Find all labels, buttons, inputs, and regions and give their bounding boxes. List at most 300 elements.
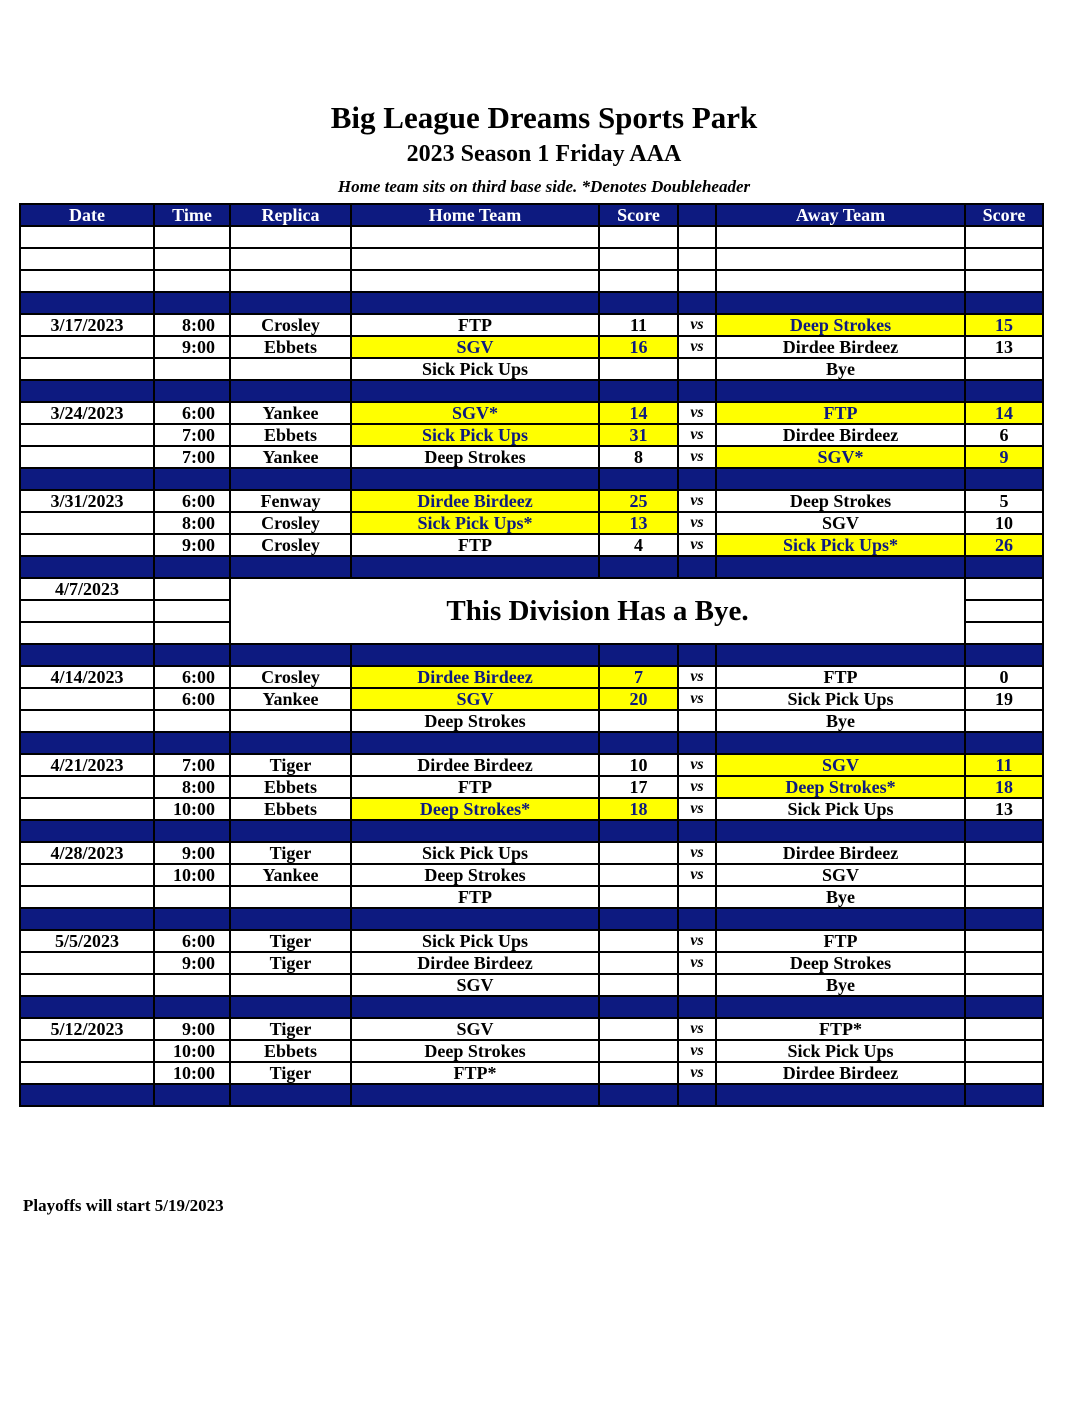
away-score [965, 974, 1043, 996]
empty-cell [351, 248, 599, 270]
vs-label: vs [678, 1062, 716, 1084]
game-time [154, 974, 230, 996]
game-date [20, 1040, 154, 1062]
game-field: Ebbets [230, 1040, 351, 1062]
game-date [20, 776, 154, 798]
game-row [20, 314, 1043, 336]
away-team: Bye [716, 710, 965, 732]
away-team: SGV [716, 754, 965, 776]
empty-cell [154, 248, 230, 270]
away-team: Sick Pick Ups* [716, 534, 965, 556]
home-team: Dirdee Birdeez [351, 952, 599, 974]
game-time: 8:00 [154, 314, 230, 336]
away-team: FTP [716, 402, 965, 424]
home-score [599, 842, 678, 864]
home-team: SGV [351, 336, 599, 358]
separator-cell [599, 556, 678, 578]
empty-row [20, 226, 1043, 248]
col-away-score: Score [965, 204, 1043, 226]
game-field: Tiger [230, 1018, 351, 1040]
away-score [965, 710, 1043, 732]
game-date [20, 710, 154, 732]
separator-row [20, 292, 1043, 314]
home-score: 20 [599, 688, 678, 710]
away-score [965, 886, 1043, 908]
home-team: Dirdee Birdeez [351, 490, 599, 512]
separator-row [20, 380, 1043, 402]
game-field: Ebbets [230, 776, 351, 798]
empty-cell [965, 578, 1043, 600]
game-row [20, 1018, 1043, 1040]
away-team: Bye [716, 974, 965, 996]
away-score: 6 [965, 424, 1043, 446]
separator-row [20, 1084, 1043, 1106]
home-team: FTP [351, 776, 599, 798]
header-row [20, 204, 1043, 226]
home-team: Sick Pick Ups [351, 930, 599, 952]
game-time: 6:00 [154, 490, 230, 512]
game-row [20, 776, 1043, 798]
game-field: Ebbets [230, 798, 351, 820]
game-time [154, 886, 230, 908]
home-team: Sick Pick Ups* [351, 512, 599, 534]
game-time: 6:00 [154, 666, 230, 688]
home-score [599, 886, 678, 908]
empty-cell [965, 600, 1043, 622]
separator-cell [230, 380, 351, 402]
separator-cell [965, 556, 1043, 578]
game-field: Crosley [230, 314, 351, 336]
home-score [599, 710, 678, 732]
empty-cell [678, 270, 716, 292]
separator-cell [351, 820, 599, 842]
game-row [20, 952, 1043, 974]
vs-label: vs [678, 336, 716, 358]
game-time: 10:00 [154, 1040, 230, 1062]
game-field: Crosley [230, 512, 351, 534]
away-team: Dirdee Birdeez [716, 1062, 965, 1084]
separator-cell [678, 468, 716, 490]
home-team: Sick Pick Ups [351, 358, 599, 380]
separator-cell [716, 996, 965, 1018]
empty-cell [965, 270, 1043, 292]
bye-date: 4/7/2023 [20, 578, 154, 600]
separator-row [20, 468, 1043, 490]
away-score: 10 [965, 512, 1043, 534]
game-row [20, 336, 1043, 358]
separator-cell [965, 908, 1043, 930]
vs-label: vs [678, 864, 716, 886]
empty-cell [678, 248, 716, 270]
vs-label [678, 710, 716, 732]
game-time: 8:00 [154, 512, 230, 534]
home-team: FTP [351, 314, 599, 336]
separator-cell [230, 468, 351, 490]
home-score [599, 930, 678, 952]
vs-label: vs [678, 666, 716, 688]
separator-cell [20, 556, 154, 578]
game-date: 5/5/2023 [20, 930, 154, 952]
separator-cell [678, 1084, 716, 1106]
empty-cell [351, 226, 599, 248]
game-row [20, 402, 1043, 424]
game-row [20, 886, 1043, 908]
away-team: Bye [716, 358, 965, 380]
home-score [599, 864, 678, 886]
away-team: FTP [716, 930, 965, 952]
game-row [20, 446, 1043, 468]
home-team: SGV* [351, 402, 599, 424]
game-date [20, 974, 154, 996]
separator-cell [599, 380, 678, 402]
game-time: 8:00 [154, 776, 230, 798]
separator-cell [20, 732, 154, 754]
col-home-score: Score [599, 204, 678, 226]
separator-cell [599, 468, 678, 490]
game-date [20, 1062, 154, 1084]
away-score [965, 952, 1043, 974]
empty-cell [599, 226, 678, 248]
game-date [20, 358, 154, 380]
game-field: Yankee [230, 402, 351, 424]
separator-cell [965, 292, 1043, 314]
vs-label: vs [678, 512, 716, 534]
separator-cell [230, 644, 351, 666]
game-date [20, 424, 154, 446]
home-team: FTP [351, 886, 599, 908]
separator-cell [154, 380, 230, 402]
separator-cell [599, 908, 678, 930]
separator-cell [154, 1084, 230, 1106]
game-date [20, 512, 154, 534]
away-team: Sick Pick Ups [716, 1040, 965, 1062]
separator-cell [965, 732, 1043, 754]
game-row [20, 1040, 1043, 1062]
empty-cell [154, 578, 230, 600]
page-title: Big League Dreams Sports Park [330, 100, 758, 135]
game-row [20, 930, 1043, 952]
empty-cell [20, 270, 154, 292]
game-row [20, 424, 1043, 446]
separator-cell [716, 380, 965, 402]
empty-cell [20, 600, 154, 622]
bye-message: This Division Has a Bye. [230, 578, 965, 644]
separator-cell [678, 732, 716, 754]
game-date: 3/17/2023 [20, 314, 154, 336]
home-score: 25 [599, 490, 678, 512]
game-field [230, 710, 351, 732]
game-row [20, 534, 1043, 556]
separator-cell [230, 556, 351, 578]
game-field: Yankee [230, 864, 351, 886]
away-score [965, 842, 1043, 864]
separator-cell [351, 1084, 599, 1106]
separator-cell [678, 380, 716, 402]
game-row [20, 688, 1043, 710]
game-date [20, 864, 154, 886]
empty-cell [230, 248, 351, 270]
away-team: Dirdee Birdeez [716, 336, 965, 358]
separator-cell [965, 820, 1043, 842]
game-time: 9:00 [154, 336, 230, 358]
away-score: 11 [965, 754, 1043, 776]
vs-label [678, 974, 716, 996]
empty-cell [716, 226, 965, 248]
away-score [965, 864, 1043, 886]
separator-cell [351, 644, 599, 666]
separator-row [20, 996, 1043, 1018]
away-team: Deep Strokes [716, 314, 965, 336]
empty-cell [20, 622, 154, 644]
empty-cell [678, 226, 716, 248]
vs-label: vs [678, 1040, 716, 1062]
home-team: Deep Strokes [351, 710, 599, 732]
away-score [965, 1062, 1043, 1084]
game-row [20, 798, 1043, 820]
game-date [20, 688, 154, 710]
separator-row [20, 556, 1043, 578]
empty-cell [230, 226, 351, 248]
home-score [599, 1040, 678, 1062]
game-date [20, 446, 154, 468]
empty-cell [20, 248, 154, 270]
game-field: Yankee [230, 688, 351, 710]
away-score: 5 [965, 490, 1043, 512]
home-team: Dirdee Birdeez [351, 754, 599, 776]
game-field: Tiger [230, 1062, 351, 1084]
game-time: 7:00 [154, 446, 230, 468]
separator-cell [678, 644, 716, 666]
separator-cell [154, 820, 230, 842]
away-score: 13 [965, 336, 1043, 358]
separator-cell [154, 732, 230, 754]
bye-week-row [20, 578, 1043, 600]
separator-cell [351, 292, 599, 314]
game-row [20, 864, 1043, 886]
separator-cell [351, 468, 599, 490]
game-row [20, 710, 1043, 732]
separator-cell [230, 908, 351, 930]
empty-row [20, 248, 1043, 270]
separator-cell [716, 644, 965, 666]
game-date: 4/14/2023 [20, 666, 154, 688]
separator-cell [230, 1084, 351, 1106]
separator-row [20, 820, 1043, 842]
home-team: Dirdee Birdeez [351, 666, 599, 688]
schedule-note: Home team sits on third base side. *Denotes Doubleheader [337, 177, 751, 196]
home-score: 17 [599, 776, 678, 798]
separator-row [20, 908, 1043, 930]
game-field: Ebbets [230, 424, 351, 446]
separator-cell [678, 996, 716, 1018]
game-field [230, 358, 351, 380]
home-score: 18 [599, 798, 678, 820]
separator-cell [20, 1084, 154, 1106]
separator-cell [20, 644, 154, 666]
game-time: 9:00 [154, 952, 230, 974]
separator-cell [154, 908, 230, 930]
separator-cell [20, 996, 154, 1018]
vs-label: vs [678, 930, 716, 952]
game-date [20, 798, 154, 820]
away-score: 18 [965, 776, 1043, 798]
home-team: Sick Pick Ups [351, 842, 599, 864]
game-row [20, 490, 1043, 512]
separator-cell [599, 996, 678, 1018]
col-date: Date [20, 204, 154, 226]
game-field: Tiger [230, 930, 351, 952]
away-team: Deep Strokes* [716, 776, 965, 798]
away-team: SGV* [716, 446, 965, 468]
separator-cell [351, 732, 599, 754]
separator-cell [965, 380, 1043, 402]
separator-cell [599, 1084, 678, 1106]
col-replica: Replica [230, 204, 351, 226]
game-time: 10:00 [154, 798, 230, 820]
separator-cell [351, 380, 599, 402]
separator-cell [230, 292, 351, 314]
separator-cell [599, 820, 678, 842]
empty-cell [154, 226, 230, 248]
home-team: Deep Strokes* [351, 798, 599, 820]
game-date [20, 336, 154, 358]
separator-cell [599, 644, 678, 666]
separator-cell [965, 644, 1043, 666]
vs-label: vs [678, 1018, 716, 1040]
separator-cell [599, 292, 678, 314]
game-time: 6:00 [154, 688, 230, 710]
separator-cell [154, 468, 230, 490]
vs-label: vs [678, 446, 716, 468]
vs-label: vs [678, 314, 716, 336]
separator-cell [716, 820, 965, 842]
home-team: SGV [351, 974, 599, 996]
game-field: Tiger [230, 842, 351, 864]
separator-cell [154, 292, 230, 314]
game-date [20, 886, 154, 908]
game-time [154, 710, 230, 732]
home-score [599, 974, 678, 996]
separator-cell [965, 996, 1043, 1018]
game-row [20, 666, 1043, 688]
vs-label: vs [678, 688, 716, 710]
vs-label [678, 886, 716, 908]
home-score: 11 [599, 314, 678, 336]
game-time: 7:00 [154, 754, 230, 776]
separator-cell [230, 820, 351, 842]
empty-cell [154, 600, 230, 622]
separator-cell [678, 292, 716, 314]
separator-cell [965, 1084, 1043, 1106]
away-team: Deep Strokes [716, 490, 965, 512]
away-team: Deep Strokes [716, 952, 965, 974]
separator-cell [20, 820, 154, 842]
home-score: 7 [599, 666, 678, 688]
empty-cell [351, 270, 599, 292]
away-score [965, 358, 1043, 380]
away-score: 14 [965, 402, 1043, 424]
game-field: Crosley [230, 534, 351, 556]
empty-row [20, 270, 1043, 292]
game-row [20, 358, 1043, 380]
away-team: Dirdee Birdeez [716, 424, 965, 446]
empty-cell [965, 248, 1043, 270]
col-time: Time [154, 204, 230, 226]
game-row [20, 842, 1043, 864]
away-team: Dirdee Birdeez [716, 842, 965, 864]
game-date: 5/12/2023 [20, 1018, 154, 1040]
playoffs-note: Playoffs will start 5/19/2023 [23, 1196, 224, 1215]
separator-cell [716, 732, 965, 754]
away-team: Bye [716, 886, 965, 908]
vs-label: vs [678, 798, 716, 820]
separator-cell [599, 732, 678, 754]
vs-label: vs [678, 402, 716, 424]
home-score: 14 [599, 402, 678, 424]
separator-row [20, 732, 1043, 754]
game-field: Tiger [230, 754, 351, 776]
away-team: FTP [716, 666, 965, 688]
vs-label: vs [678, 842, 716, 864]
page-subtitle: 2023 Season 1 Friday AAA [406, 141, 682, 167]
empty-cell [716, 248, 965, 270]
empty-cell [154, 270, 230, 292]
vs-label: vs [678, 754, 716, 776]
game-field: Fenway [230, 490, 351, 512]
game-field: Yankee [230, 446, 351, 468]
game-date [20, 534, 154, 556]
game-time: 7:00 [154, 424, 230, 446]
home-team: Sick Pick Ups [351, 424, 599, 446]
game-date: 3/24/2023 [20, 402, 154, 424]
empty-cell [230, 270, 351, 292]
empty-cell [965, 226, 1043, 248]
col-away-team: Away Team [716, 204, 965, 226]
separator-cell [154, 556, 230, 578]
vs-label [678, 358, 716, 380]
away-score: 15 [965, 314, 1043, 336]
home-team: FTP [351, 534, 599, 556]
empty-cell [20, 226, 154, 248]
schedule-table [19, 203, 1044, 1107]
home-score: 31 [599, 424, 678, 446]
away-score: 13 [965, 798, 1043, 820]
separator-cell [716, 1084, 965, 1106]
home-score [599, 358, 678, 380]
separator-cell [678, 820, 716, 842]
separator-cell [716, 556, 965, 578]
vs-label: vs [678, 776, 716, 798]
empty-cell [154, 622, 230, 644]
vs-label: vs [678, 490, 716, 512]
game-date: 4/28/2023 [20, 842, 154, 864]
away-team: SGV [716, 864, 965, 886]
game-time: 9:00 [154, 1018, 230, 1040]
separator-cell [154, 644, 230, 666]
separator-cell [716, 292, 965, 314]
separator-cell [351, 996, 599, 1018]
away-score: 0 [965, 666, 1043, 688]
vs-label: vs [678, 424, 716, 446]
vs-label: vs [678, 952, 716, 974]
separator-cell [965, 468, 1043, 490]
game-time: 10:00 [154, 1062, 230, 1084]
col-vs [678, 204, 716, 226]
separator-cell [716, 468, 965, 490]
away-team: SGV [716, 512, 965, 534]
game-row [20, 1062, 1043, 1084]
game-time: 9:00 [154, 534, 230, 556]
